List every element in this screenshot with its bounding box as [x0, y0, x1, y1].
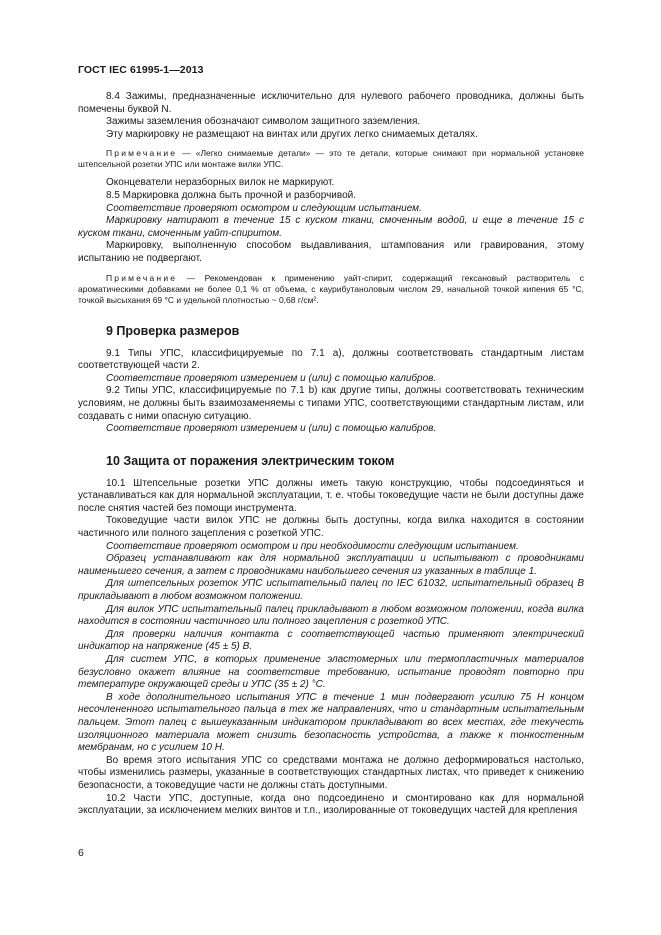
paragraph: Зажимы заземления обозначают символом защитного заземления. — [106, 116, 421, 128]
paragraph: 9.1 Типы УПС, классифицируемые по 7.1 а), должны соответствовать стандартным листам соответствующей части 2. — [78, 347, 584, 372]
paragraph: Токоведущие части вилок УПС не должны быть доступны, когда вилка находится в состоянии частичного или полного зацепления с розеткой УПС. — [78, 515, 584, 540]
note-label: Примечание — [106, 148, 178, 159]
note-text: — Рекомендован к применению уайт-спирит, содержащий гексановый растворитель с ароматическими добавками не более 0,1 % от объема, с каурибутаноловым числом 29, начальной точкой кипения 65 °С, точкой высыхания 69 °С и удельной плотностью ~ 0,68 г/см². — [78, 272, 584, 305]
document-body — [78, 91, 584, 818]
paragraph-italic: Маркировку натирают в течение 15 с куском ткани, смоченным водой, и еще в течение 15 с куском ткани, смоченным уайт-спиритом. — [78, 215, 584, 239]
paragraph: Эту маркировку не размещают на винтах или других легко снимаемых деталях. — [106, 128, 478, 140]
paragraph: 8.5 Маркировка должна быть прочной и разборчивой. — [106, 189, 356, 201]
note-label: Примечание — [106, 272, 178, 283]
paragraph-italic: Соответствие проверяют измерением и (или) с помощью калибров. — [106, 423, 437, 435]
section-heading: 9 Проверка размеров — [106, 323, 240, 338]
paragraph-italic: В ходе дополнительного испытания УПС в течение 1 мин подвергают усилию 75 Н концом несочлененного испытательного пальца в тех же направлениях, что и стандартным испытательным пальцем. Этот палец с вышеуказанным индикатором прикладывают во всех местах, где текучесть изоляционного материала может снизить безопасность устройства, а также к тонкостенным мембранам, но с усилием 10 Н. — [78, 691, 584, 754]
paragraph-italic: Соответствие проверяют осмотром и следующим испытанием. — [106, 202, 422, 214]
paragraph: 9.2 Типы УПС, классифицируемые по 7.1 b) как другие типы, должны соответствовать техническим условиям, не должны быть взаимозаменяемы с типами УПС, соответствующими стандартным листам, или создавать с ними опасную ситуацию. — [78, 385, 584, 422]
paragraph-italic: Образец устанавливают как для нормальной эксплуатации и испытывают с проводниками наименьшего сечения, а затем с проводниками наибольшего сечения из указанных в таблице 1. — [78, 553, 584, 577]
page-number: 6 — [78, 847, 84, 859]
note-text: — «Легко снимаемые детали» — это те детали, которые снимают при нормальной установке штепсельной розетки УПС или монтаже вилки УПС. — [78, 148, 584, 170]
note — [78, 273, 584, 306]
note — [78, 148, 584, 170]
paragraph-italic: Соответствие проверяют осмотром и при необходимости следующим испытанием. — [106, 540, 519, 552]
paragraph-italic: Соответствие проверяют измерением и (или) с помощью калибров. — [106, 372, 437, 384]
paragraph-italic: Для систем УПС, в которых применение эластомерных или термопластичных материалов безусловно окажет влияние на соответствие требованию, испытание проводят повторно при температуре окружающей среды и УПС (35 ± 2) °С. — [78, 654, 584, 691]
document-header: ГОСТ IEC 61995-1—2013 — [78, 64, 204, 76]
paragraph-italic: Для штепсельных розеток УПС испытательный палец по IEC 61032, испытательный образец В прикладывают в любом возможном положении. — [78, 578, 584, 603]
paragraph: Оконцеватели неразборных вилок не маркируют. — [106, 177, 335, 189]
paragraph-italic: Для вилок УПС испытательный палец прикладывают в любом возможном положении, когда вилка находится в состоянии частичного или полного зацепления с розеткой УПС. — [78, 603, 584, 628]
paragraph: Маркировку, выполненную способом выдавливания, штампования или гравирования, этому испытанию не подвергают. — [78, 240, 584, 264]
paragraph-italic: Для проверки наличия контакта с соответствующей частью применяют электрический индикатор на напряжение (45 ± 5) В. — [78, 628, 584, 653]
paragraph: Во время этого испытания УПС со средствами монтажа не должно деформироваться настолько, чтобы изменились размеры, указанные в соответствующих стандартных листах, что приведет к снижению безопасности, а токоведущие части не должны стать доступными. — [78, 754, 584, 791]
paragraph: 8.4 Зажимы, предназначенные исключительно для нулевого рабочего проводника, должны быть помечены буквой N. — [78, 91, 584, 115]
paragraph: 10.2 Части УПС, доступные, когда оно подсоединено и смонтировано как для нормальной эксплуатации, за исключением мелких винтов и т.п., изолированные от токоведущих частей для крепления — [78, 792, 584, 817]
section-heading: 10 Защита от поражения электрическим током — [106, 453, 395, 468]
paragraph: 10.1 Штепсельные розетки УПС должны иметь такую конструкцию, чтобы подсоединяться и устанавливаться как для нормальной эксплуатации, т. е. чтобы токоведущие части не были доступны даже после снятия частей без помощи инструмента. — [78, 477, 584, 514]
